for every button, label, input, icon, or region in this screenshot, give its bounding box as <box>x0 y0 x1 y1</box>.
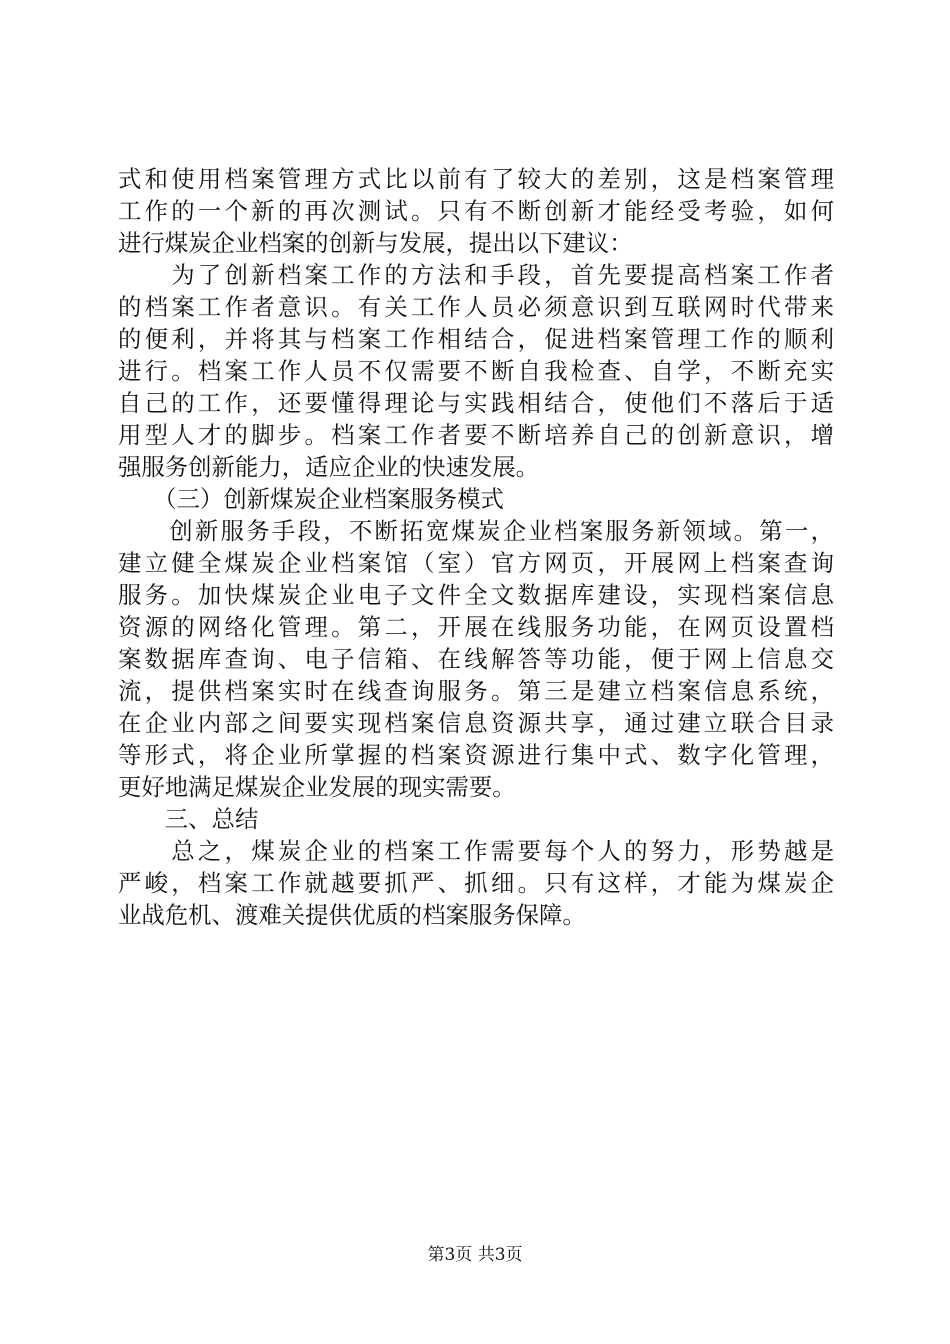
text-line: 强服务创新能力，适应企业的快速发展。 <box>118 453 540 481</box>
text-line: 建立健全煤炭企业档案馆（室）官方网页，开展网上档案查询 <box>118 549 834 577</box>
text-line: 式和使用档案管理方式比以前有了较大的差别，这是档案管理 <box>118 165 834 193</box>
text-line: 自己的工作，还要懂得理论与实践相结合，使他们不落后于适 <box>118 389 834 417</box>
text-line: 工作的一个新的再次测试。只有不断创新才能经受考验，如何 <box>118 197 834 225</box>
text-line: 的档案工作者意识。有关工作人员必须意识到互联网时代带来 <box>118 293 834 321</box>
body-text <box>118 163 834 931</box>
text-line: 更好地满足煤炭企业发展的现实需要。 <box>118 773 516 801</box>
text-line: 流，提供档案实时在线查询服务。第三是建立档案信息系统， <box>118 677 834 705</box>
text-line: 的便利，并将其与档案工作相结合，促进档案管理工作的顺利 <box>118 325 834 353</box>
text-line: 服务。加快煤炭企业电子文件全文数据库建设，实现档案信息 <box>118 581 834 609</box>
text-line: 业战危机、渡难关提供优质的档案服务保障。 <box>118 901 586 929</box>
text-line: 进行煤炭企业档案的创新与发展，提出以下建议： <box>118 229 633 257</box>
text-line: 在企业内部之间要实现档案信息资源共享，通过建立联合目录 <box>118 709 834 737</box>
text-line: 进行。档案工作人员不仅需要不断自我检查、自学，不断充实 <box>118 357 834 385</box>
text-line: 资源的网络化管理。第二，开展在线服务功能，在网页设置档 <box>118 613 834 641</box>
text-line: 严峻，档案工作就越要抓严、抓细。只有这样，才能为煤炭企 <box>118 869 834 897</box>
page-footer: 第3页 共3页 <box>427 1245 523 1265</box>
section-heading: 三、总结 <box>118 805 259 833</box>
section-heading: （三）创新煤炭企业档案服务模式 <box>118 485 504 513</box>
text-line: 用型人才的脚步。档案工作者要不断培养自己的创新意识，增 <box>118 421 834 449</box>
text-line: 等形式，将企业所掌握的档案资源进行集中式、数字化管理， <box>118 741 834 769</box>
text-line: 总之，煤炭企业的档案工作需要每个人的努力，形势越是 <box>118 837 834 865</box>
text-line: 案数据库查询、电子信箱、在线解答等功能，便于网上信息交 <box>118 645 834 673</box>
text-line: 创新服务手段，不断拓宽煤炭企业档案服务新领域。第一， <box>118 517 834 545</box>
text-line: 为了创新档案工作的方法和手段，首先要提高档案工作者 <box>118 261 834 289</box>
